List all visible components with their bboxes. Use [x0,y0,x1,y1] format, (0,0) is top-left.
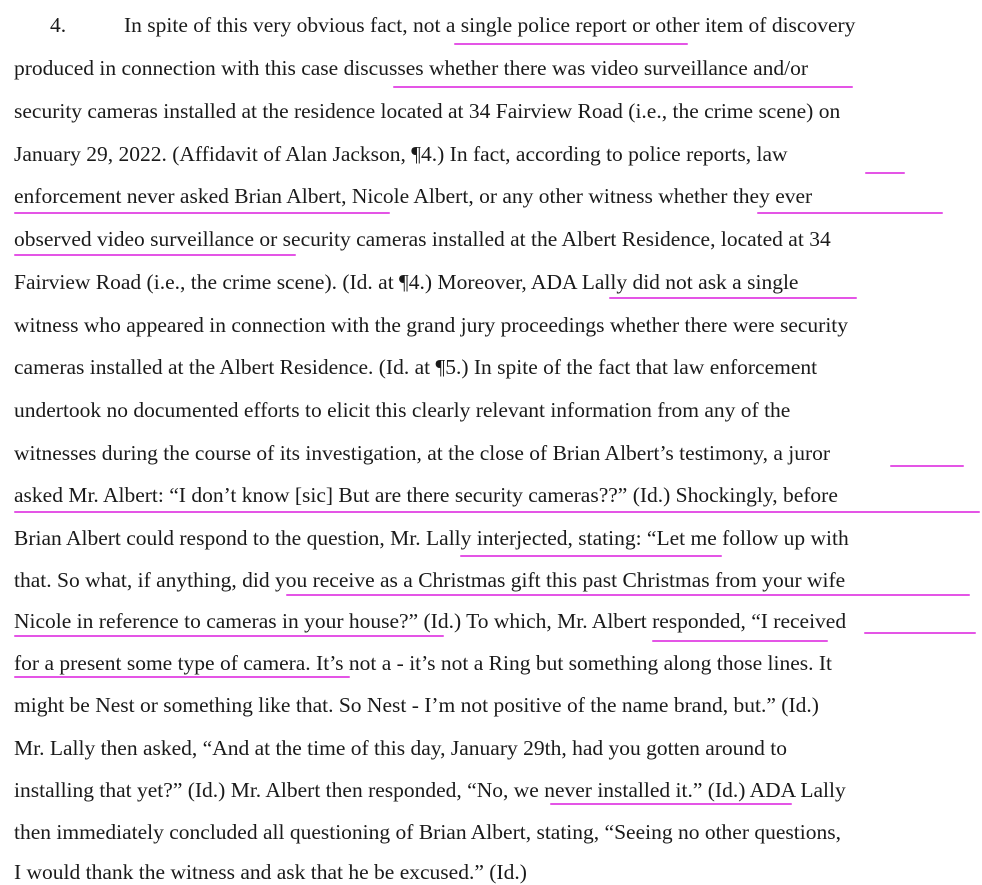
paragraph-line-17: might be Nest or something like that. So Nest - I’m not positive of the name brand, but.” (Id.) [14,693,819,717]
underline-mark [864,632,976,634]
underline-mark [865,172,905,174]
underline-mark [14,676,350,678]
paragraph-line-8: witness who appeared in connection with the grand jury proceedings whether there were security [14,313,849,337]
underline-mark [14,511,980,513]
paragraph-line-6: observed video surveillance or security cameras installed at the Albert Residence, located at 34 [14,227,831,251]
paragraph-line-3: security cameras installed at the residence located at 34 Fairview Road (i.e., the crime scene) on [14,99,841,123]
underline-mark [460,555,722,557]
underline-mark [609,297,857,299]
paragraph-line-10: undertook no documented efforts to elicit this clearly relevant information from any of the [14,398,791,422]
paragraph-line-14: that. So what, if anything, did you receive as a Christmas gift this past Christmas from your wife [14,568,846,592]
underline-mark [14,254,296,256]
underline-mark [652,640,828,642]
paragraph-line-15: Nicole in reference to cameras in your house?” (Id.) To which, Mr. Albert responded, “I received [14,609,847,633]
underline-mark [757,212,943,214]
paragraph-line-5: enforcement never asked Brian Albert, Nicole Albert, or any other witness whether they ever [14,184,813,208]
underline-mark [454,43,688,45]
line-text: In spite of this very obvious fact, not a single police report or other item of discovery [124,13,856,37]
paragraph-line-18: Mr. Lally then asked, “And at the time of this day, January 29th, had you gotten around to [14,736,788,760]
paragraph-line-4: January 29, 2022. (Affidavit of Alan Jackson, ¶4.) In fact, according to police reports, law [14,142,788,166]
paragraph-line-13: Brian Albert could respond to the question, Mr. Lally interjected, stating: “Let me follow up with [14,526,849,550]
underline-mark [286,594,970,596]
paragraph-line-1 [14,12,855,38]
paragraph-line-7: Fairview Road (i.e., the crime scene). (Id. at ¶4.) Moreover, ADA Lally did not ask a single [14,270,799,294]
paragraph-line-16: for a present some type of camera. It’s not a - it’s not a Ring but something along those lines. It [14,651,833,675]
underline-mark [890,465,964,467]
underline-mark [14,635,444,637]
underline-mark [14,212,390,214]
paragraph-line-12: asked Mr. Albert: “I don’t know [sic] But are there security cameras??” (Id.) Shockingly, before [14,483,838,507]
paragraph-line-20: then immediately concluded all questioning of Brian Albert, stating, “Seeing no other questions, [14,820,841,844]
underline-mark [550,803,792,805]
paragraph-line-19: installing that yet?” (Id.) Mr. Albert then responded, “No, we never installed it.” (Id.) ADA Lally [14,778,846,802]
paragraph-line-21: I would thank the witness and ask that he be excused.” (Id.) [14,860,527,884]
paragraph-line-11: witnesses during the course of its investigation, at the close of Brian Albert’s testimony, a juror [14,441,831,465]
paragraph-line-2: produced in connection with this case discusses whether there was video surveillance and/or [14,56,809,80]
paragraph-line-9: cameras installed at the Albert Residence. (Id. at ¶5.) In spite of the fact that law enforcement [14,355,818,379]
paragraph-number: 4. [50,13,67,37]
underline-mark [393,86,853,88]
